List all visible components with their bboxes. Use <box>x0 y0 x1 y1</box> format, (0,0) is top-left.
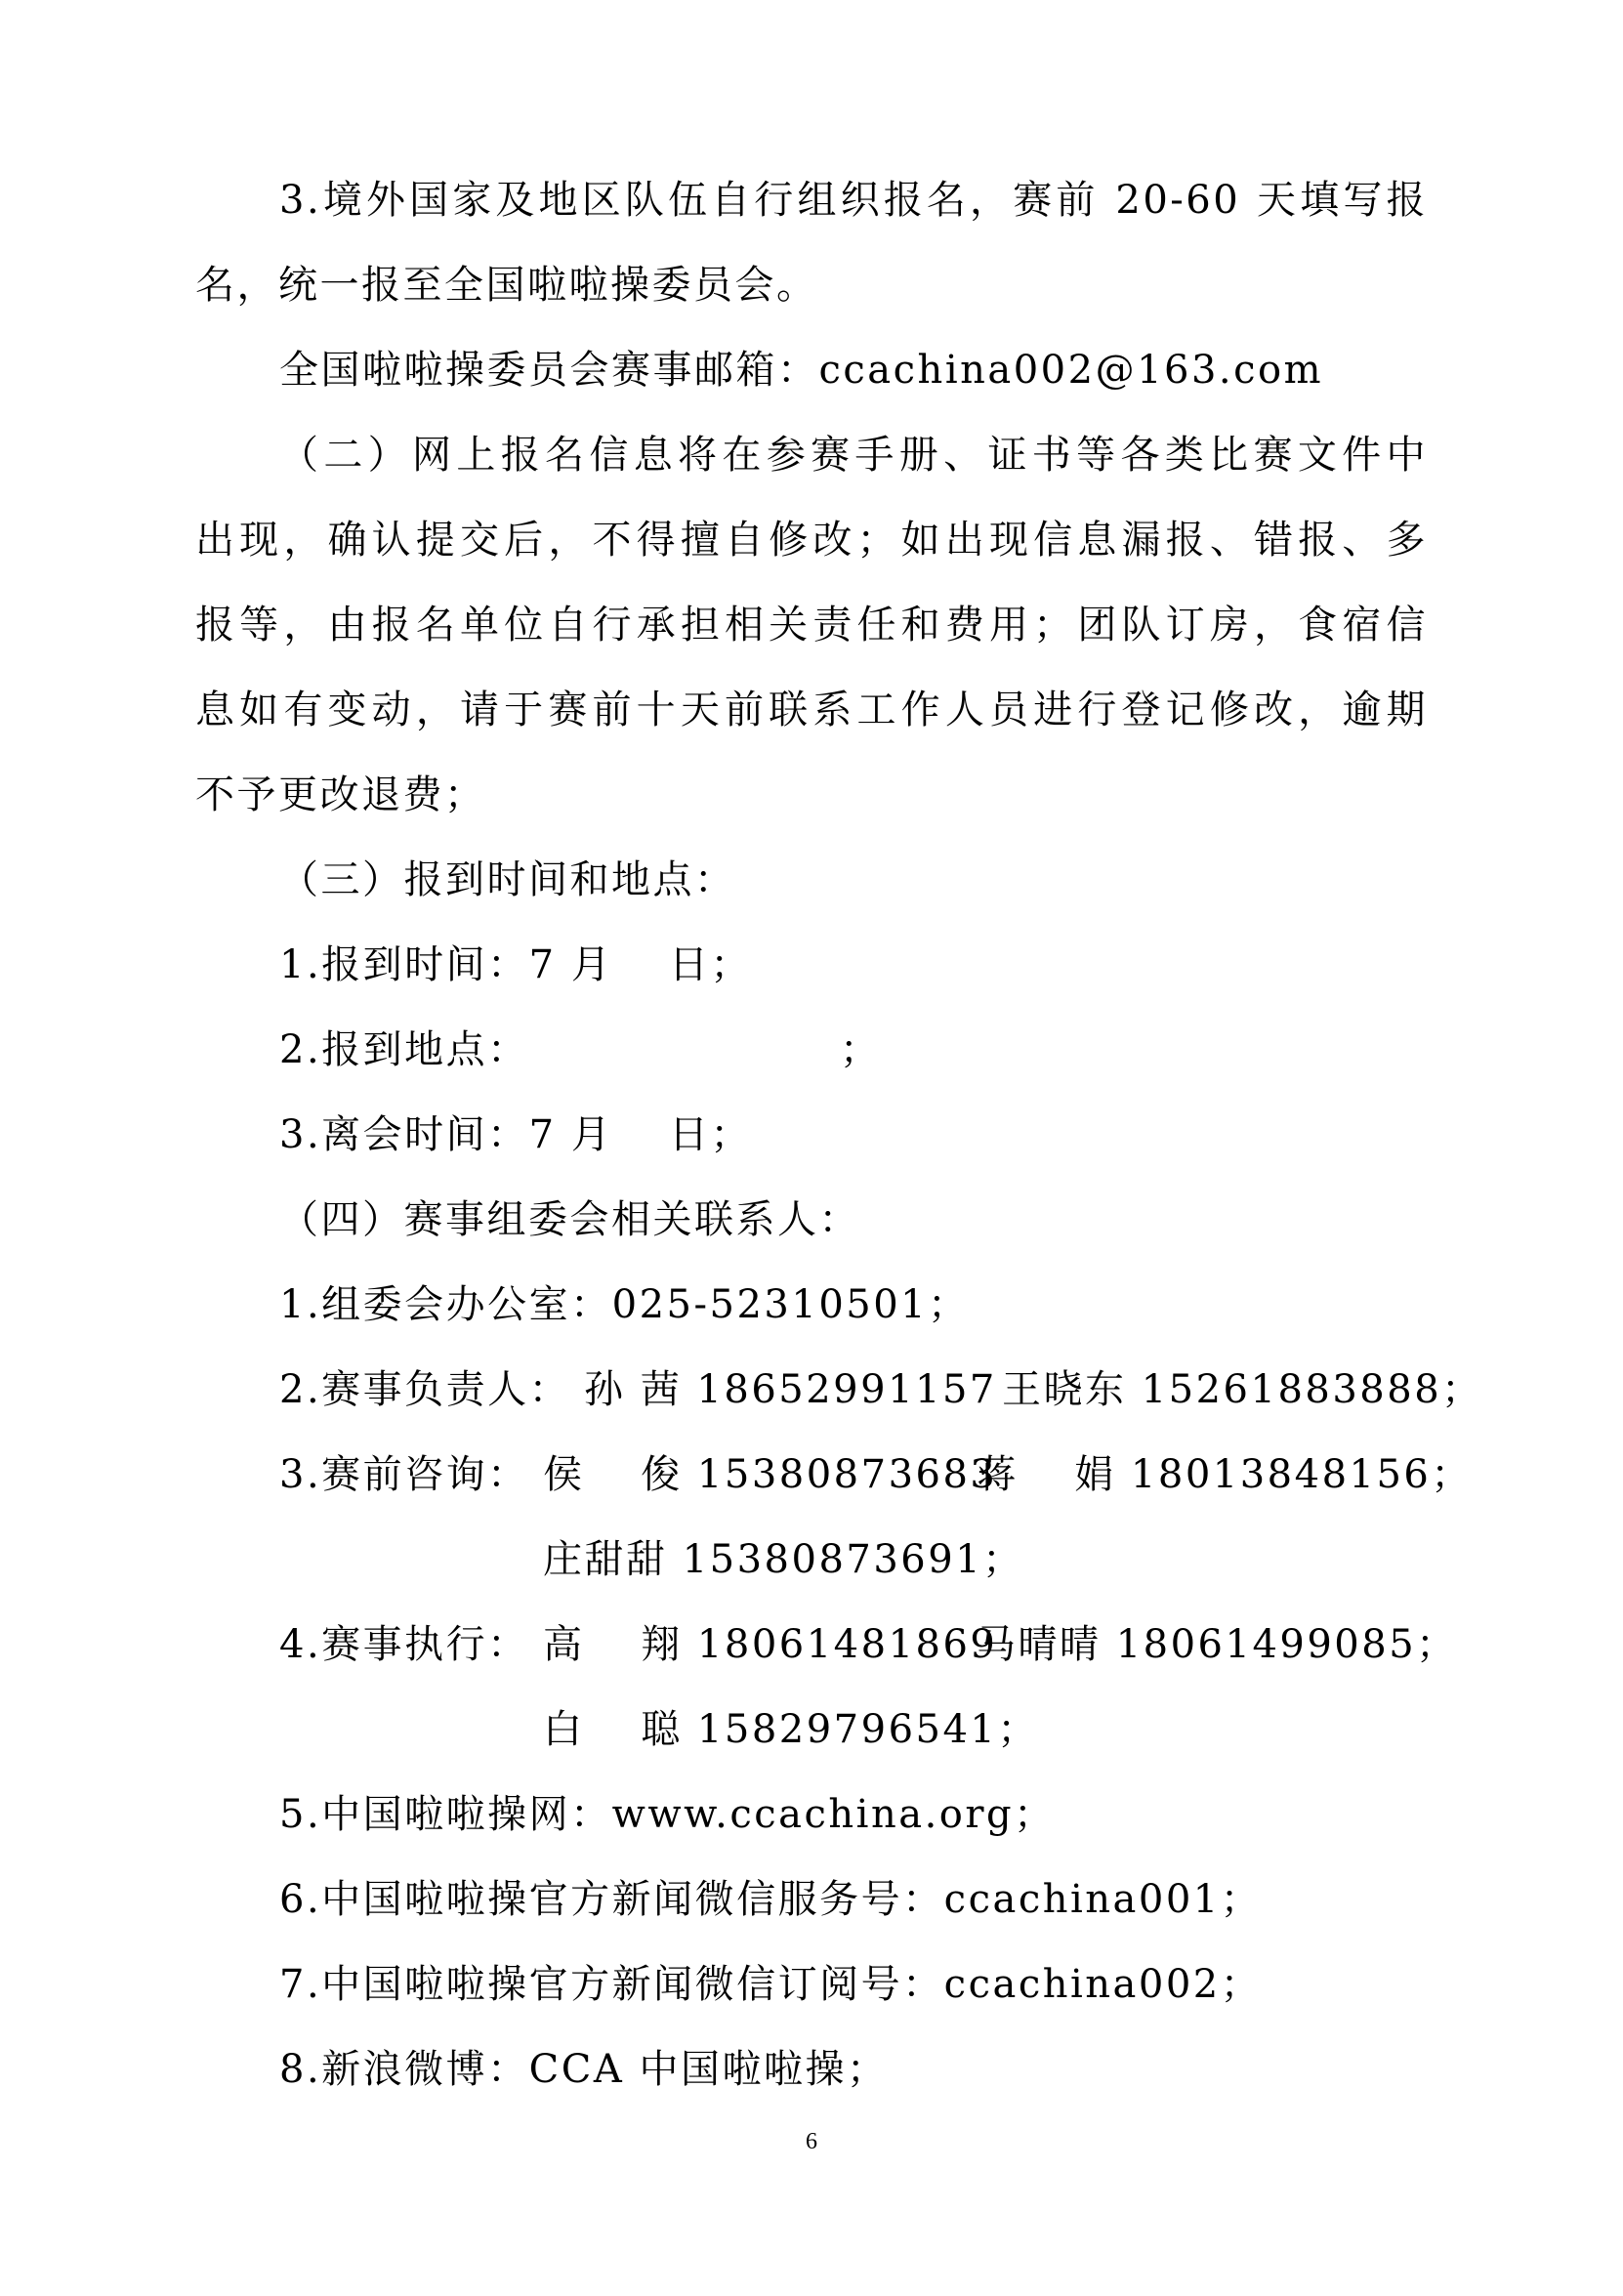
contact-label: 4.赛事执行： <box>279 1622 529 1667</box>
contact-exec-row <box>195 1603 1458 1688</box>
contact-entry: 高 翔 18061481869 <box>543 1622 998 1667</box>
contact-entry: 孙 茜 18652991157 <box>584 1367 997 1412</box>
document-body <box>195 158 1483 2112</box>
contact-wechat-subscription: 7.中国啦啦操官方新闻微信订阅号：ccachina002； <box>279 1962 1263 2007</box>
paragraph-line: 息如有变动，请于赛前十天前联系工作人员进行登记修改，逾期 <box>195 688 1428 732</box>
contact-entry: 马晴晴 18061499085； <box>977 1622 1458 1667</box>
contact-entry: 庄甜甜 15380873691； <box>543 1537 1024 1582</box>
paragraph-line: 名，统一报至全国啦啦操委员会。 <box>195 263 818 308</box>
section-heading: （四）赛事组委会相关联系人： <box>279 1197 860 1242</box>
contact-consult-row-2 <box>195 1518 1428 1603</box>
contact-entry: 侯 俊 15380873683 <box>543 1452 998 1497</box>
page-number: 6 <box>806 2129 817 2154</box>
contact-office: 1.组委会办公室：025-52310501； <box>279 1282 970 1327</box>
checkin-time: 1.报到时间：7 月 日； <box>279 942 753 987</box>
checkin-place <box>195 1008 1428 1093</box>
contact-consult-row <box>195 1433 1473 1518</box>
email-line: 全国啦啦操委员会赛事邮箱：ccachina002@163.com <box>279 348 1324 393</box>
contact-entry: 白 聪 15829796541； <box>543 1707 1039 1752</box>
paragraph-line: 3.境外国家及地区队伍自行组织报名，赛前 20-60 天填写报 <box>279 178 1428 223</box>
checkin-place-end: ； <box>840 1027 882 1072</box>
leave-time: 3.离会时间：7 月 日； <box>279 1112 753 1157</box>
contact-exec-row-2 <box>195 1688 1428 1773</box>
paragraph-line: （二）网上报名信息将在参赛手册、证书等各类比赛文件中 <box>279 433 1428 478</box>
paragraph-line: 出现，确认提交后，不得擅自修改；如出现信息漏报、错报、多 <box>195 518 1428 563</box>
paragraph-line: 不予更改退费； <box>195 772 486 817</box>
contact-label: 3.赛前咨询： <box>279 1452 529 1497</box>
checkin-place-label: 2.报到地点： <box>279 1027 529 1072</box>
contact-label: 2.赛事负责人： <box>279 1367 571 1412</box>
contact-website: 5.中国啦啦操网：www.ccachina.org； <box>279 1792 1056 1837</box>
contact-entry: 蒋 娟 18013848156； <box>977 1452 1473 1497</box>
contact-wechat-service: 6.中国啦啦操官方新闻微信服务号：ccachina001； <box>279 1877 1263 1922</box>
contact-entry: 王晓东 15261883888； <box>1002 1367 1483 1412</box>
paragraph-line: 报等，由报名单位自行承担相关责任和费用；团队订房，食宿信 <box>195 603 1428 647</box>
section-heading: （三）报到时间和地点： <box>279 857 736 902</box>
contact-lead-row <box>195 1348 1483 1433</box>
contact-weibo: 8.新浪微博：CCA 中国啦啦操； <box>279 2047 889 2092</box>
